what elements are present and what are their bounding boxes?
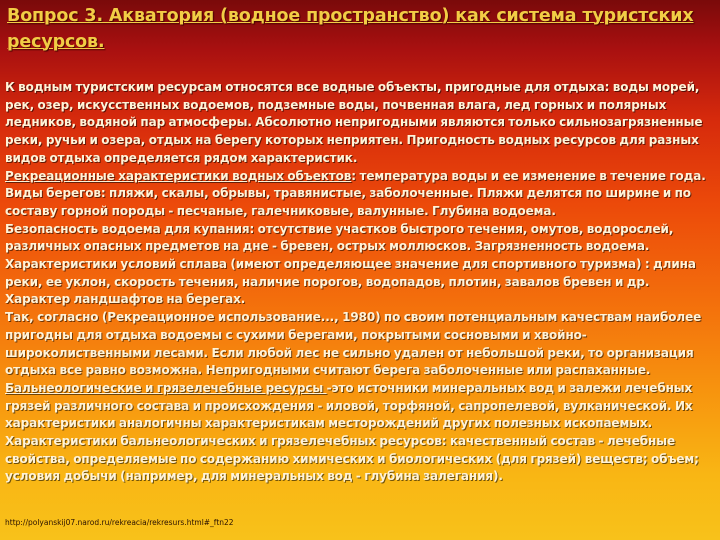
paragraph [5, 256, 710, 309]
paragraph-text: К водным туристским ресурсам относятся все водные объекты, пригодные для отдыха: воды морей, рек, озер, искусственных водоемов, подземные воды, почвенная влага, лед горных и полярных ледников, водяной пар атмосферы. Абсолютно непригодными являются только сильнозагрязненные реки, ручьи и озера, отдых на берегу которых неприятен. Пригодность водных ресурсов для разных видов отдыха определяется рядом характеристик. [5, 80, 703, 165]
paragraph-underlined-term: Рекреационные характеристики водных объектов [5, 168, 352, 183]
paragraph-underlined-term: Бальнеологические и грязелечебные ресурсы [5, 380, 327, 395]
source-link[interactable]: http://polyanskij07.narod.ru/rekreacia/rekresurs.html#_ftn22 [5, 518, 234, 527]
paragraph-text: : температура воды и ее изменение в течение года. Виды берегов: пляжи, скалы, обрывы, травянистые, заболоченные. Пляжи делятся по ширине и по составу горной породы - песчаные, галечниковые, валунные. Глубина водоема. [5, 168, 706, 218]
paragraph [5, 380, 710, 433]
paragraph-text: -это источники минеральных вод и залежи лечебных грязей различного состава и происхождения - иловой, торфяной, сапропелевой, вулканической. Их характеристики аналогичны характеристикам месторождений других полезных ископаемых. [5, 380, 693, 431]
paragraph [5, 168, 710, 221]
paragraph-text: Безопасность водоема для купания: отсутствие участков быстрого течения, омутов, водорослей, различных опасных предметов на дне - бревен, острых моллюсков. Загрязненность водоема. [5, 221, 674, 254]
paragraph-text: Характеристики бальнеологических и грязелечебных ресурсов: качественный состав - лечебные свойства, определяемые по содержанию химических и биологических (для грязей) веществ; объем; условия добычи (например, для минеральных вод - глубина залегания). [5, 434, 699, 484]
paragraph [5, 79, 710, 168]
paragraph [5, 309, 710, 380]
slide-body [5, 79, 710, 486]
paragraph [5, 221, 710, 256]
paragraph-text: Так, согласно (Рекреационное использование..., 1980) по своим потенциальным качествам наиболее пригодны для отдыха водоемы с сухими берегами, покрытыми сосновыми и хвойно-широколиственными лесами. Если любой лес не сильно удален от небольшой реки, то организация отдыха все равно возможна. Непригодными считают берега заболоченные или распаханные. [5, 310, 702, 378]
slide-title: Вопрос 3. Акватория (водное пространство) как система туристских ресурсов. [7, 6, 694, 52]
paragraph [5, 433, 710, 486]
paragraph-text: Характеристики условий сплава (имеют определяющее значение для спортивного туризма) : длина реки, ее уклон, скорость течения, наличие порогов, водопадов, плотин, завалов бревен и др. Характер ландшафтов на берегах. [5, 257, 696, 307]
